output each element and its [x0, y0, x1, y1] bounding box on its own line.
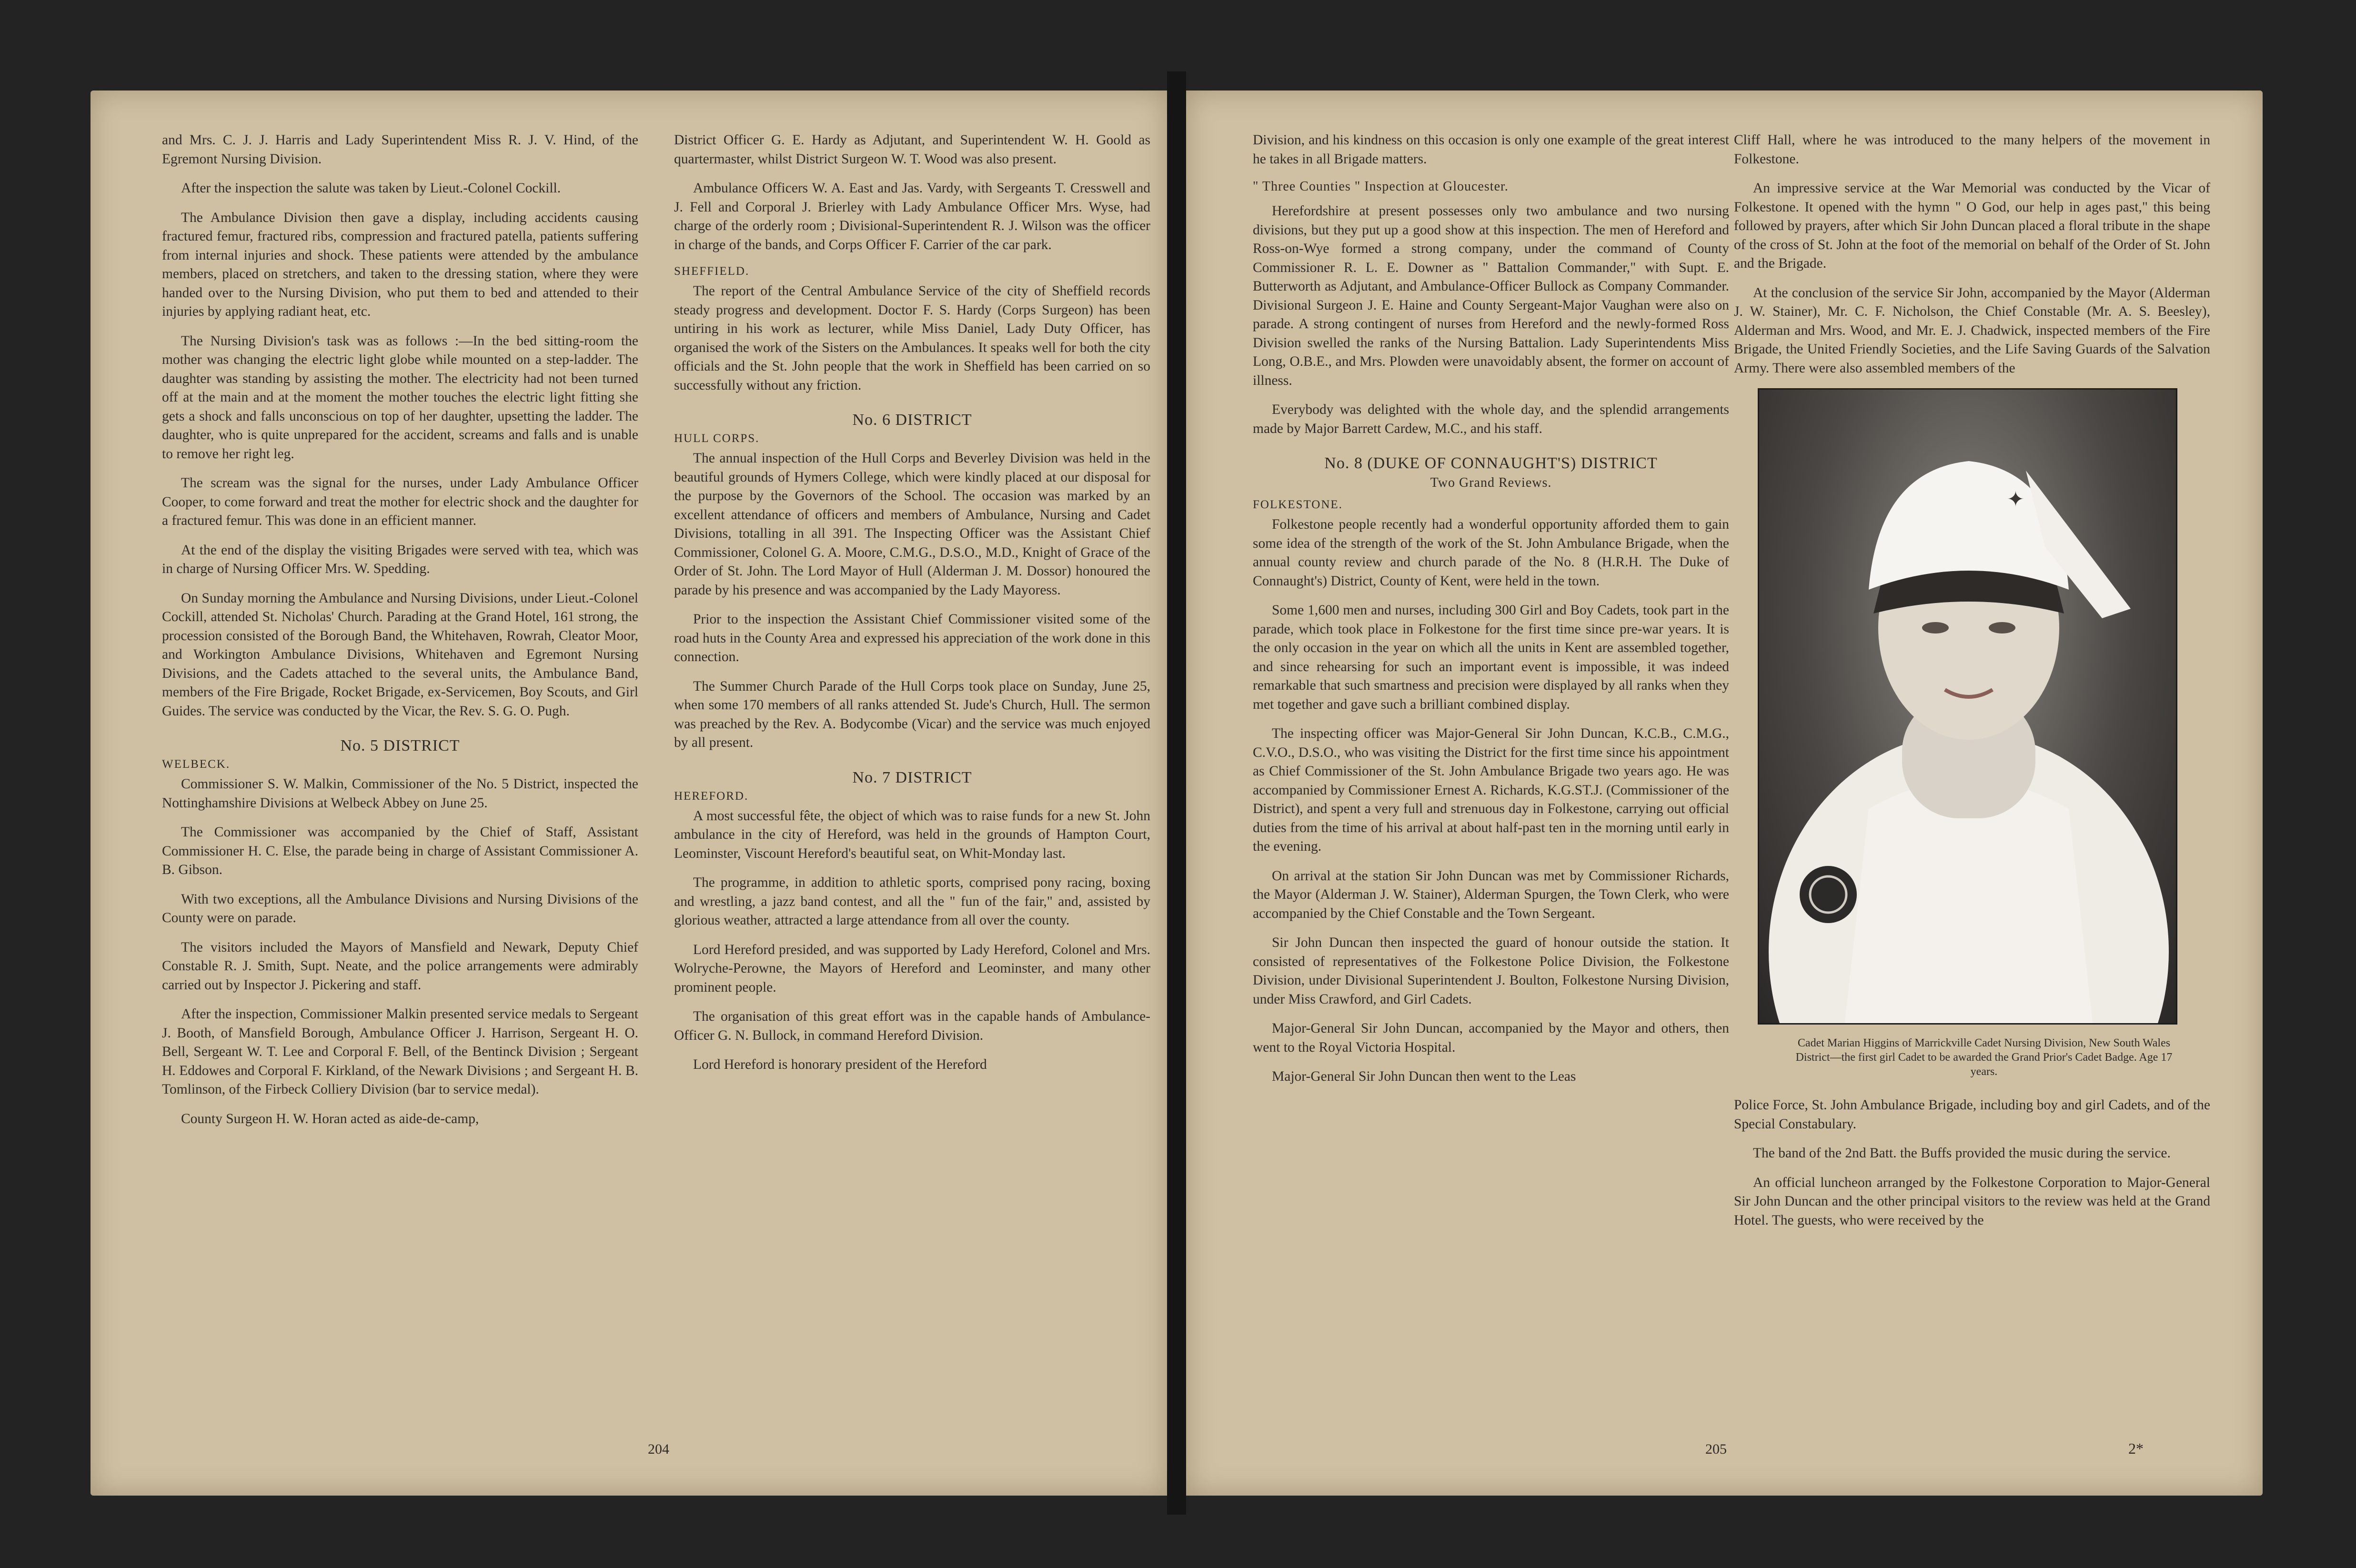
paragraph: District Officer G. E. Hardy as Adjutant, and Superintendent W. H. Goold as quartermaster, whilst District Surgeon W. T. Wood was also present. — [674, 132, 1150, 167]
page-number-right: 205 — [1705, 1441, 1727, 1457]
paragraph: An official luncheon arranged by the Folkestone Corporation to Major-General Sir John Duncan and the other principal visitors to the review was held at the Grand Hotel. The guests, who were received by the — [1734, 1175, 2210, 1228]
paragraph: Major-General Sir John Duncan, accompanied by the Mayor and others, then went to the Royal Victoria Hospital. — [1253, 1021, 1729, 1055]
paragraph: Lord Hereford is honorary president of the Hereford — [693, 1057, 987, 1072]
paragraph: Folkestone people recently had a wonderful opportunity afforded them to gain some idea of the strength of the work of the St. John Ambulance Brigade, when the annual county review and church parade of the No. 8 (H.R.H. The Duke of Connaught's) District, County of Kent, were held in the town. — [1253, 517, 1729, 589]
paragraph: The organisation of this great effort was in the capable hands of Ambulance-Officer G. N. Bullock, in command Hereford Division. — [674, 1009, 1150, 1043]
paragraph: Commissioner S. W. Malkin, Commissioner of the No. 5 District, inspected the Nottinghamshire Divisions at Welbeck Abbey on June 25. — [162, 776, 638, 811]
right-page-column-2 — [1734, 131, 2210, 1448]
paragraph: Prior to the inspection the Assistant Chief Commissioner visited some of the road huts in the County Area and expressed his appreciation of the work done in this connection. — [674, 612, 1150, 664]
section-subheading: Two Grand Reviews. — [1430, 475, 1552, 490]
paragraph: Herefordshire at present possesses only two ambulance and two nursing divisions, but they put up a good show at this inspection. The men of Hereford and Ross-on-Wye formed a strong company, under the command of County Commissioner R. L. E. Downer as " Battalion Commander," with Supt. E. Butterworth as Adjutant, and Ambulance-Officer Bullock as Company Commander. Divisional Surgeon J. E. Haine and County Sergeant-Major Vaughan were also on parade. A strong contingent of nurses from Hereford and the newly-formed Ross Division swelled the ranks of the Nursing Battalion. Lady Superintendents Miss Long, O.B.E., and Mrs. Plowden were unavoidably absent, the former on account of illness. — [1253, 203, 1729, 388]
paragraph: After the inspection, Commissioner Malkin presented service medals to Sergeant J. Booth, of Mansfield Borough, Ambulance Officer J. Harrison, Sergeant H. O. Bell, Sergeant W. T. Lee and Corporal F. Bell, of the Bentinck Division ; Sergeant H. Eddowes and Corporal F. Kirkland, of the Newark Divisions ; and Sergeant H. B. Tomlinson, of the Firbeck Colliery Division (bar to service medal). — [162, 1006, 638, 1097]
paragraph: The visitors included the Mayors of Mansfield and Newark, Deputy Chief Constable R. J. Smith, Supt. Neate, and the police arrangements were admirably carried out by Inspector J. Pickering and staff. — [162, 939, 638, 993]
paragraph: The Ambulance Division then gave a display, including accidents causing fractured femur, fractured ribs, compression and fractured patella, patients suffering from internal injuries and shock. These patients were attended by the ambulance members, placed on stretchers, and taken to the dressing station, where they were handed over to the Nursing Division, who put them to bed and attended to their injuries by applying radiant heat, etc. — [162, 210, 638, 319]
right-page — [1186, 90, 2263, 1496]
place-heading: HULL CORPS. — [674, 432, 760, 445]
paragraph: The programme, in addition to athletic sports, comprised pony racing, boxing and wrestling, a jazz band contest, and all the " fun of the fair," and, assisted by glorious weather, attracted a large attendance from all over the county. — [674, 875, 1150, 928]
paragraph: and Mrs. C. J. J. Harris and Lady Superintendent Miss R. J. V. Hind, of the Egremont Nursing Division. — [162, 132, 638, 167]
paragraph: The inspecting officer was Major-General Sir John Duncan, K.C.B., C.M.G., C.V.O., D.S.O., who was visiting the District for the first time since his appointment as Chief Commissioner of the St. John Ambulance Brigade two years ago. He was accompanied by Commissioner Ernest A. Richards, K.G.ST.J. (Commissioner of the District), and spent a very full and strenuous day in Folkestone, carrying out official duties from the time of his arrival at about half-past ten in the morning until early in the evening. — [1253, 726, 1729, 854]
paragraph: Some 1,600 men and nurses, including 300 Girl and Boy Cadets, took part in the parade, which took place in Folkestone for the first time since pre-war years. It is the only occasion in the year on which all the units in Kent are assembled together, and since rehearsing for such an important event is impossible, it was indeed remarkable that such smartness and precision were displayed by all ranks when they met together and gave such a brilliant combined display. — [1253, 603, 1729, 712]
paragraph: At the conclusion of the service Sir John, accompanied by the Mayor (Alderman J. W. Stainer), Mr. C. F. Nicholson, the Chief Constable (Mr. A. S. Beesley), Alderman and Mrs. Wood, and Mr. E. J. Chadwick, inspected members of the Fire Brigade, the United Friendly Societies, and the Life Saving Guards of the Salvation Army. There were also assembled members of the — [1734, 285, 2210, 376]
paragraph: The band of the 2nd Batt. the Buffs provided the music during the service. — [1753, 1146, 2171, 1161]
paragraph: Everybody was delighted with the whole day, and the splendid arrangements made by Major Barrett Cardew, M.C., and his staff. — [1253, 402, 1729, 436]
paragraph: Ambulance Officers W. A. East and Jas. Vardy, with Sergeants T. Cresswell and J. Fell and Corporal J. Brierley with Lady Ambulance Officer Mrs. Wyse, had charge of the orderly room ; Divisional-Superintendent R. J. Wilson was the officer in charge of the bands, and Corps Officer F. Carrier of the car park. — [674, 181, 1150, 252]
place-heading: SHEFFIELD. — [674, 265, 750, 278]
paragraph: An impressive service at the War Memorial was conducted by the Vicar of Folkestone. It opened with the hymn " O God, our help in ages past," this being followed by prayers, after which Sir John Duncan placed a floral tribute in the shape of the cross of St. John at the foot of the memorial on behalf of the Order of St. John and the Brigade. — [1734, 181, 2210, 271]
column-2-top-text — [1734, 131, 2210, 378]
paragraph: The Summer Church Parade of the Hull Corps took place on Sunday, June 25, when some 170 members of all ranks attended St. Jude's Church, Hull. The sermon was preached by the Rev. A. Bodycombe (Vicar) and the service was much enjoyed by all present. — [674, 678, 1150, 750]
paragraph: After the inspection the salute was taken by Lieut.-Colonel Cockill. — [181, 181, 561, 196]
district-heading: No. 6 DISTRICT — [852, 411, 972, 429]
signature-mark: 2* — [2128, 1440, 2144, 1457]
photo-caption: Cadet Marian Higgins of Marrickville Cadet Nursing Division, New South Wales District—the first girl Cadet to be awarded the Grand Prior's Cadet Badge. Age 17 years. — [1795, 1037, 2173, 1078]
paragraph: Police Force, St. John Ambulance Brigade, including boy and girl Cadets, and of the Special Constabulary. — [1734, 1097, 2210, 1132]
place-heading: WELBECK. — [162, 758, 231, 771]
paragraph: The Nursing Division's task was as follows :—In the bed sitting-room the mother was changing the electric light globe while mounted on a step-ladder. The daughter was standing by assisting the mother. The electricity had not been turned off at the main and at the moment the mother touches the electric light fitting she gets a shock and falls unconscious on top of her daughter, upsetting the ladder. The daughter, who is quite unprepared for the accident, screams and falls and is unable to remove her right leg. — [162, 333, 638, 462]
left-page — [91, 90, 1167, 1496]
paragraph: County Surgeon H. W. Horan acted as aide-de-camp, — [181, 1111, 479, 1126]
page-number-left: 204 — [648, 1441, 669, 1457]
paragraph: On Sunday morning the Ambulance and Nursing Divisions, under Lieut.-Colonel Cockill, attended St. Nicholas' Church. Parading at the Grand Hotel, 161 strong, the procession consisted of the Borough Band, the Whitehaven, Rowrah, Cleator Moor, and Workington Ambulance Divisions, Whitehaven and Egremont Nursing Divisions, and the Cadets attached to the several units, the Ambulance Band, members of the Fire Brigade, Rocket Brigade, ex-Servicemen, Boy Scouts, and Girl Guides. The service was conducted by the Vicar, the Rev. S. G. O. Pugh. — [162, 590, 638, 719]
paragraph: The scream was the signal for the nurses, under Lady Ambulance Officer Cooper, to come forward and treat the mother for electric shock and the daughter for a fractured femur. This was done in an efficient manner. — [162, 475, 638, 528]
paragraph: The Commissioner was accompanied by the Chief of Staff, Assistant Commissioner H. C. Else, the parade being in charge of Assistant Commissioner A. B. Gibson. — [162, 824, 638, 877]
right-page-column-1 — [1253, 131, 1729, 1448]
column-2-bottom-text — [1734, 1096, 2210, 1230]
place-heading: FOLKESTONE. — [1253, 498, 1343, 511]
paragraph: The report of the Central Ambulance Service of the city of Sheffield records steady progress and development. Doctor F. S. Hardy (Corps Surgeon) has been untiring in his work as lecturer, while Miss Daniel, Lady Duty Officer, has organised the work of the Sisters on the Ambulances. It speaks well for both the city officials and the St. John people that the work in Sheffield has been carried on so successfully without any friction. — [674, 283, 1150, 393]
district-heading: No. 8 (DUKE OF CONNAUGHT'S) DISTRICT — [1324, 454, 1658, 472]
place-heading: HEREFORD. — [674, 789, 749, 803]
cadet-portrait-photo — [1758, 388, 2177, 1025]
left-page-column-1 — [162, 131, 638, 1448]
paragraph: Lord Hereford presided, and was supported by Lady Hereford, Colonel and Mrs. Wolryche-Perowne, the Mayors of Hereford and Leominster, and many other prominent people. — [674, 942, 1150, 995]
paragraph: A most successful fête, the object of which was to raise funds for a new St. John ambulance in the city of Hereford, was held in the grounds of Hampton Court, Leominster, Viscount Hereford's beautiful seat, on Whit-Monday last. — [674, 808, 1150, 861]
section-subheading: " Three Counties " Inspection at Gloucester. — [1253, 179, 1509, 194]
book-gutter — [1167, 71, 1186, 1515]
svg-text:✦: ✦ — [2007, 487, 2024, 512]
paragraph: On arrival at the station Sir John Duncan was met by Commissioner Richards, the Mayor (Alderman J. W. Stainer), Alderman Spurgen, the Town Clerk, who were accompanied by the Chief Constable and the Town Sergeant. — [1253, 868, 1729, 921]
paragraph: With two exceptions, all the Ambulance Divisions and Nursing Divisions of the County were on parade. — [162, 891, 638, 925]
district-heading: No. 5 DISTRICT — [340, 737, 460, 754]
district-heading: No. 7 DISTRICT — [852, 768, 972, 786]
paragraph: At the end of the display the visiting Brigades were served with tea, which was in charge of Nursing Officer Mrs. W. Spedding. — [162, 542, 638, 576]
paragraph: Major-General Sir John Duncan then went to the Leas — [1272, 1069, 1576, 1084]
left-page-column-2 — [674, 131, 1150, 1448]
paragraph: The annual inspection of the Hull Corps and Beverley Division was held in the beautiful grounds of Hymers College, which were kindly placed at our disposal for the purpose by the Governors of the School. The occasion was marked by an excellent attendance of officers and members of Ambulance, Nursing and Cadet Divisions, totalling in all 391. The Inspecting Officer was the Assistant Chief Commissioner, Colonel G. A. Moore, C.M.G., D.S.O., M.D., Knight of Grace of the Order of St. John. The Lord Mayor of Hull (Alderman J. M. Dossor) honoured the parade by his presence and was accompanied by the Lady Mayoress. — [674, 451, 1150, 598]
paragraph: Cliff Hall, where he was introduced to the many helpers of the movement in Folkestone. — [1734, 132, 2210, 167]
paragraph: Sir John Duncan then inspected the guard of honour outside the station. It consisted of representatives of the Folkestone Police Division, the Folkestone Division, under Divisional Superintendent J. Boulton, Folkestone Nursing Division, under Miss Crawford, and Girl Cadets. — [1253, 935, 1729, 1007]
paragraph: Division, and his kindness on this occasion is only one example of the great interest he takes in all Brigade matters. — [1253, 132, 1729, 167]
